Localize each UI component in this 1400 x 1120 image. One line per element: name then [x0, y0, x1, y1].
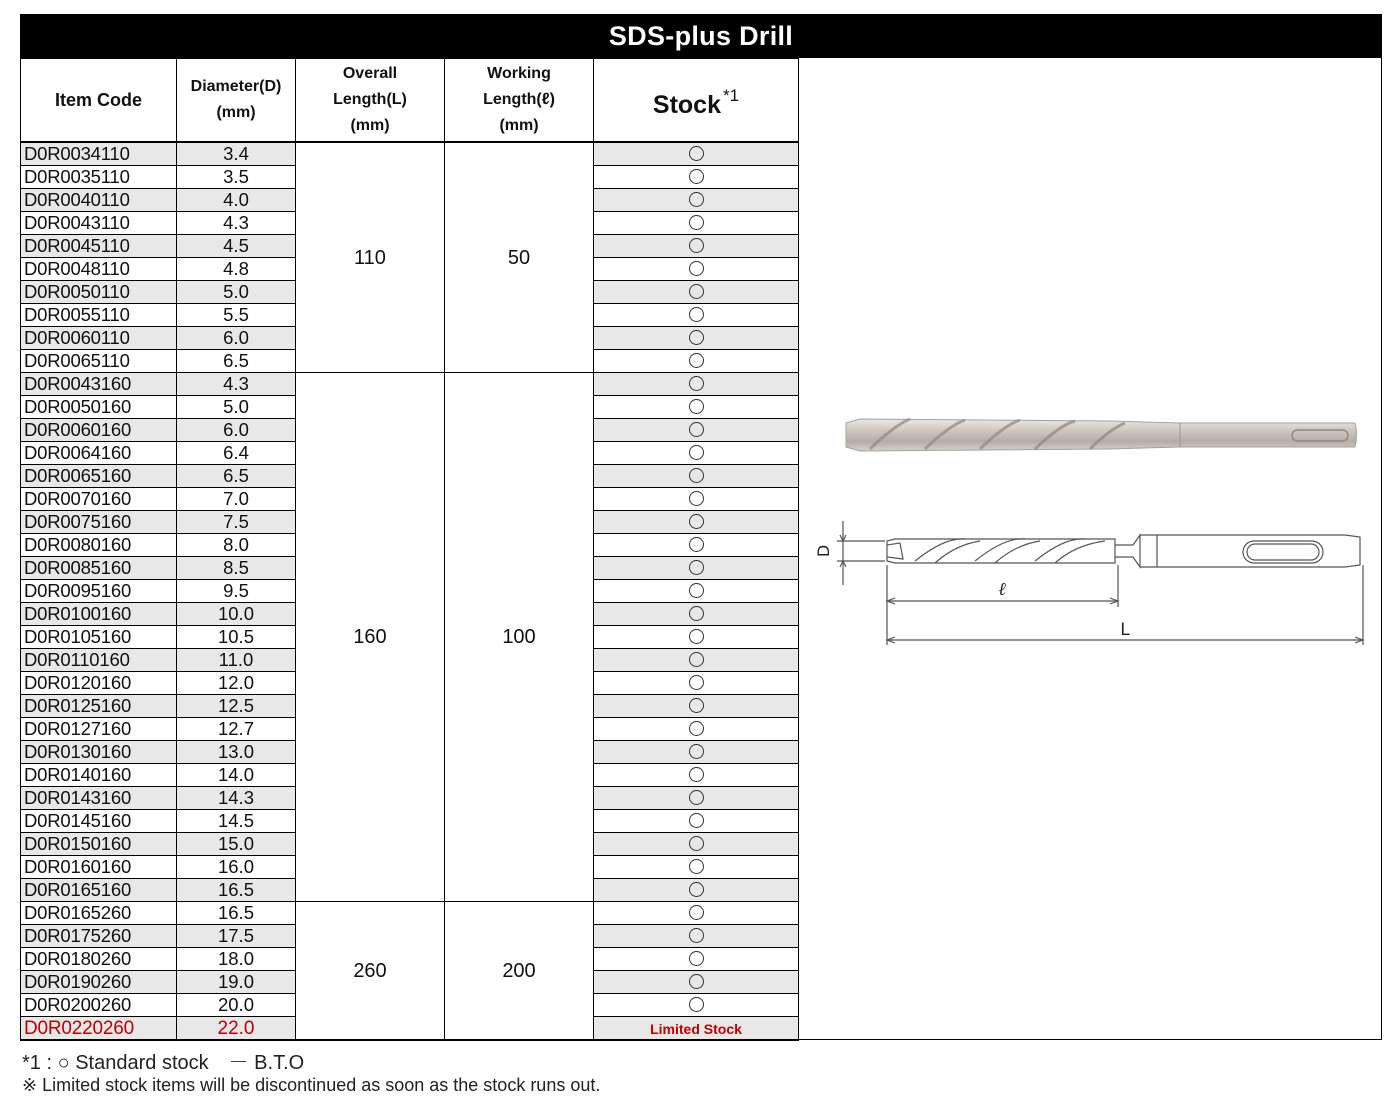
- item-code-cell: D0R0110160: [21, 649, 177, 672]
- header-working-line1: Working: [487, 65, 551, 82]
- diameter-cell: 4.3: [177, 373, 296, 396]
- item-code-cell: D0R0200260: [21, 994, 177, 1017]
- diameter-cell: 6.4: [177, 442, 296, 465]
- item-code-cell: D0R0100160: [21, 603, 177, 626]
- item-code-cell: D0R0045110: [21, 235, 177, 258]
- diagram-label-working: ℓ: [998, 579, 1006, 600]
- item-code-cell: D0R0140160: [21, 764, 177, 787]
- header-working-line2: Length(ℓ): [483, 91, 555, 108]
- footnote-limited-stock: ※ Limited stock items will be discontinued as soon as the stock runs out.: [22, 1075, 601, 1095]
- diameter-cell: 7.0: [177, 488, 296, 511]
- overall-length-cell: 110: [296, 142, 445, 373]
- diameter-cell: 12.5: [177, 695, 296, 718]
- diameter-cell: 6.0: [177, 419, 296, 442]
- item-code-cell: D0R0040110: [21, 189, 177, 212]
- diameter-cell: 16.0: [177, 856, 296, 879]
- diameter-cell: 18.0: [177, 948, 296, 971]
- diameter-cell: 12.0: [177, 672, 296, 695]
- diameter-cell: 19.0: [177, 971, 296, 994]
- diameter-cell: 10.5: [177, 626, 296, 649]
- item-code-cell: D0R0190260: [21, 971, 177, 994]
- item-code-cell: D0R0125160: [21, 695, 177, 718]
- diameter-cell: 16.5: [177, 879, 296, 902]
- diameter-cell: 4.8: [177, 258, 296, 281]
- dimension-diagram-icon: [815, 515, 1375, 655]
- working-length-cell: 200: [445, 902, 594, 1041]
- item-code-cell: D0R0130160: [21, 741, 177, 764]
- item-code-cell: D0R0160160: [21, 856, 177, 879]
- diameter-cell: 13.0: [177, 741, 296, 764]
- working-length-cell: 50: [445, 142, 594, 373]
- header-working-line3: (mm): [499, 117, 539, 134]
- item-code-cell: D0R0220260: [21, 1017, 177, 1041]
- diameter-cell: 4.3: [177, 212, 296, 235]
- header-diameter-line1: Diameter(D): [190, 78, 282, 95]
- diameter-cell: 22.0: [177, 1017, 296, 1041]
- header-stock-label: Stock: [652, 90, 721, 119]
- header-overall-line3: (mm): [350, 117, 390, 134]
- item-code-cell: D0R0043110: [21, 212, 177, 235]
- diameter-cell: 8.5: [177, 557, 296, 580]
- diameter-cell: 5.0: [177, 281, 296, 304]
- item-code-cell: D0R0143160: [21, 787, 177, 810]
- header-stock-note: *1: [723, 85, 740, 105]
- item-code-cell: D0R0050160: [21, 396, 177, 419]
- item-code-cell: D0R0035110: [21, 166, 177, 189]
- diameter-cell: 20.0: [177, 994, 296, 1017]
- item-code-cell: D0R0075160: [21, 511, 177, 534]
- diameter-cell: 6.0: [177, 327, 296, 350]
- overall-length-cell: 260: [296, 902, 445, 1041]
- item-code-cell: D0R0060160: [21, 419, 177, 442]
- item-code-cell: D0R0150160: [21, 833, 177, 856]
- diameter-cell: 5.0: [177, 396, 296, 419]
- item-code-cell: D0R0080160: [21, 534, 177, 557]
- diameter-cell: 3.4: [177, 142, 296, 166]
- diameter-cell: 15.0: [177, 833, 296, 856]
- diameter-cell: 6.5: [177, 465, 296, 488]
- item-code-cell: D0R0175260: [21, 925, 177, 948]
- item-code-cell: D0R0120160: [21, 672, 177, 695]
- diameter-cell: 8.0: [177, 534, 296, 557]
- item-code-cell: D0R0165260: [21, 902, 177, 925]
- item-code-cell: D0R0055110: [21, 304, 177, 327]
- item-code-cell: D0R0095160: [21, 580, 177, 603]
- diameter-cell: 4.5: [177, 235, 296, 258]
- drill-photo-icon: [840, 405, 1360, 465]
- diameter-cell: 10.0: [177, 603, 296, 626]
- diameter-cell: 11.0: [177, 649, 296, 672]
- diagram-label-overall: L: [1120, 620, 1130, 640]
- header-diameter-line2: (mm): [216, 104, 256, 121]
- header-overall-line2: Length(L): [333, 91, 407, 108]
- item-code-cell: D0R0065110: [21, 350, 177, 373]
- diameter-cell: 3.5: [177, 166, 296, 189]
- item-code-cell: D0R0064160: [21, 442, 177, 465]
- diameter-cell: 4.0: [177, 189, 296, 212]
- diameter-cell: 14.3: [177, 787, 296, 810]
- item-code-cell: D0R0060110: [21, 327, 177, 350]
- overall-length-cell: 160: [296, 373, 445, 902]
- item-code-cell: D0R0127160: [21, 718, 177, 741]
- footnote-stock-legend: *1 : ○ Standard stock － B.T.O: [22, 1052, 305, 1074]
- item-code-cell: D0R0165160: [21, 879, 177, 902]
- item-code-cell: D0R0145160: [21, 810, 177, 833]
- item-code-cell: D0R0034110: [21, 142, 177, 166]
- drill-photo: [840, 405, 1360, 470]
- diameter-cell: 14.5: [177, 810, 296, 833]
- header-item-code-label: Item Code: [54, 90, 142, 110]
- table-title: SDS-plus Drill: [20, 14, 1382, 58]
- item-code-cell: D0R0050110: [21, 281, 177, 304]
- diagram-label-d: D: [815, 544, 833, 558]
- item-code-cell: D0R0043160: [21, 373, 177, 396]
- header-overall-line1: Overall: [342, 65, 398, 82]
- diameter-cell: 6.5: [177, 350, 296, 373]
- working-length-cell: 100: [445, 373, 594, 902]
- diameter-cell: 12.7: [177, 718, 296, 741]
- item-code-cell: D0R0070160: [21, 488, 177, 511]
- drill-dimension-diagram: [815, 515, 1375, 660]
- diameter-cell: 14.0: [177, 764, 296, 787]
- diameter-cell: 17.5: [177, 925, 296, 948]
- diameter-cell: 5.5: [177, 304, 296, 327]
- item-code-cell: D0R0065160: [21, 465, 177, 488]
- diameter-cell: 9.5: [177, 580, 296, 603]
- item-code-cell: D0R0085160: [21, 557, 177, 580]
- item-code-cell: D0R0048110: [21, 258, 177, 281]
- item-code-cell: D0R0105160: [21, 626, 177, 649]
- diameter-cell: 7.5: [177, 511, 296, 534]
- diameter-cell: 16.5: [177, 902, 296, 925]
- limited-stock-badge: Limited Stock: [650, 1021, 742, 1037]
- item-code-cell: D0R0180260: [21, 948, 177, 971]
